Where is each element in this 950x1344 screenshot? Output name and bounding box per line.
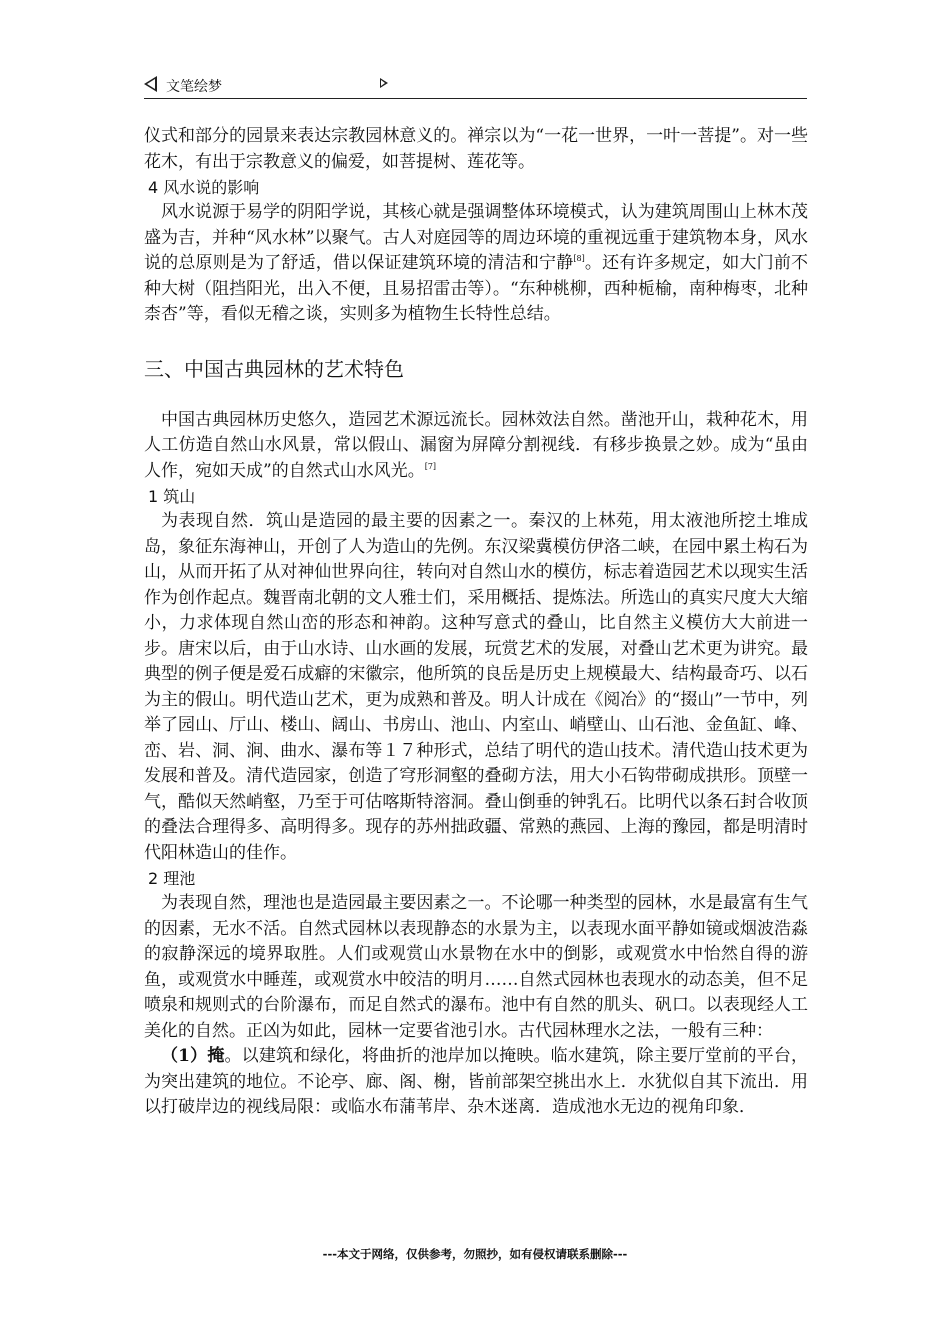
paragraph-fengshui-part-a: 风水说源于易学的阴阳学说，其核心就是强调整体环境模式，认为建筑周围山上林木茂盛为吉，并种“风水林”以聚气。古人对庭园等的周边环境的重视远重于建筑物本身，风水说的总原则是为了舒适，借以保证建筑环境的清洁和宁静 <box>144 202 808 273</box>
footer-disclaimer: ---本文于网络，仅供参考，勿照抄，如有侵权请联系删除--- <box>322 1247 628 1261</box>
page-header <box>144 72 807 99</box>
paragraph-section3 <box>144 408 808 485</box>
paragraph-fengshui-part-b: 。还有许多规定，如大门前不种大树（阻挡阳光，出入不便，且易招雷击等）。“东种桃柳，西种栀榆，南种梅枣，北种柰杏”等，看似无稽之谈，实则多为植物生长特性总结。 <box>144 253 809 324</box>
reference-8: [8] <box>573 254 585 263</box>
header-title: 文笔绘梦 <box>166 79 222 95</box>
paragraph-intro: 仪式和部分的园景来表达宗教园林意义的。禅宗以为“一花一世界，一叶一菩提”。对一些花木，有出于宗教意义的偏爱，如菩提树、莲花等。 <box>144 126 808 172</box>
item-1-text: 。以建筑和绿化，将曲折的池岸加以掩映。临水建筑，除主要厅堂前的平台，为突出建筑的地位。不论亭、廊、阁、榭，皆前部架空挑出水上．水犹似自其下流出．用以打破岸边的视线局限：或临水布蒲苇岸、杂木迷离．造成池水无边的视角印象． <box>144 1046 808 1117</box>
subheading-fengshui: 4 风水说的影响 <box>148 178 260 197</box>
item-1-label: （1）掩 <box>161 1046 225 1066</box>
document-body <box>144 124 808 1121</box>
subheading-lichi: 2 理池 <box>148 869 196 888</box>
paragraph-item-1 <box>144 1044 808 1121</box>
section-title-art-features: 三、中国古典园林的艺术特色 <box>144 356 404 381</box>
paragraph-fengshui <box>144 200 808 328</box>
triangle-right-icon <box>380 78 388 88</box>
reference-7: [7] <box>424 461 437 471</box>
paragraph-section3-text: 中国古典园林历史悠久，造园艺术源远流长。园林效法自然。凿池开山，栽种花木，用人工仿造自然山水风景，常以假山、漏窗为屏障分割视线．有移步换景之妙。成为“虽由人作，宛如天成”的自然式山水风光。 <box>144 409 808 481</box>
subheading-zhushan: 1 筑山 <box>148 487 196 506</box>
paragraph-zhushan: 为表现自然．筑山是造园的最主要的因素之一。秦汉的上林苑，用太液池所挖土堆成岛，象征东海神山，开创了人为造山的先例。东汉梁冀模仿伊洛二峡，在园中累土构石为山，从而开拓了从对神仙世界向往，转向对自然山水的模仿，标志着造园艺术以现实生活作为创作起点。魏晋南北朝的文人雅士们，采用概括、提炼法。所选山的真实尺度大大缩小，力求体现自然山峦的形态和神韵。这种写意式的叠山，比自然主义模仿大大前进一步。唐宋以后，由于山水诗、山水画的发展，玩赏艺术的发展，对叠山艺术更为讲究。最典型的例子便是爱石成癖的宋徽宗，他所筑的良岳是历史上规模最大、结构最奇巧、以石为主的假山。明代造山艺术，更为成熟和普及。明人计成在《阅冶》的“掇山”一节中，列举了园山、厅山、楼山、阔山、书房山、池山、内室山、峭壁山、山石池、金鱼缸、峰、峦、岩、洞、涧、曲水、瀑布等１７种形式，总结了明代的造山技术。清代造山技术更为发展和普及。清代造园家，创造了穹形洞壑的叠砌方法，用大小石钩带砌成拱形。顶壁一气，酷似天然峭壑，乃至于可估喀斯特溶洞。叠山倒垂的钟乳石。比明代以条石封合收顶的叠法合理得多、高明得多。现存的苏州拙政疆、常熟的燕园、上海的豫园，都是明清时代阳林造山的佳作。 <box>144 511 808 863</box>
paragraph-lichi: 为表现自然，理池也是造园最主要因素之一。不论哪一种类型的园林，水是最富有生气的因素，无水不活。自然式园林以表现静态的水景为主，以表现水面平静如镜或烟波浩淼的寂静深远的境界取胜。人们或观赏山水景物在水中的倒影，或观赏水中怡然自得的游鱼，或观赏水中睡莲，或观赏水中皎洁的明月……自然式园林也表现水的动态美，但不足喷泉和规则式的台阶瀑布，而足自然式的瀑布。池中有自然的肌头、矾口。以表现经人工美化的自然。正凶为如此，园林一定要省池引水。古代园林理水之法，一般有三种： <box>144 893 808 1041</box>
triangle-left-icon <box>144 76 157 92</box>
